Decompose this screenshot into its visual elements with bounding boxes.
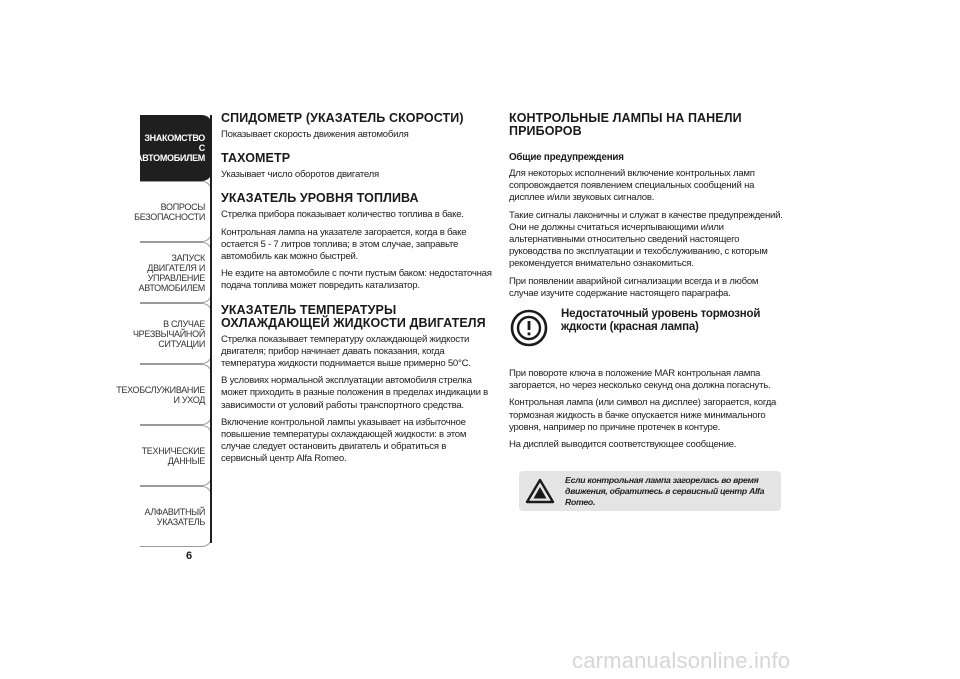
lamp-title: Недостаточный уровень тормозной ждкости (красная лампа): [561, 308, 761, 334]
paragraph: На дисплей выводится соответствующее сообщение.: [509, 439, 737, 451]
warning-triangle-icon: [525, 478, 555, 504]
paragraph: Не ездите на автомобиле с почти пустым баком: недостаточная подача топлива может повредить катализатор.: [221, 268, 492, 292]
paragraph: Стрелка прибора показывает количество топлива в баке.: [221, 209, 464, 221]
notice-text: Если контрольная лампа загорелась во время движения, обратитесь в сервисный центр Alfa Romeo.: [565, 474, 765, 507]
tab-label: ТЕХНИЧЕСКИЕ ДАННЫЕ: [141, 445, 205, 466]
brake-fluid-lamp-block: [509, 308, 784, 358]
warning-notice: [519, 471, 781, 511]
tab-label: ВОПРОСЫ БЕЗОПАСНОСТИ: [134, 201, 205, 222]
paragraph: Стрелка показывает температуру охлаждающей жидкости двигателя; прибор начинает давать показания, когда температура жидкости поднимается выше примерно 50°C.: [221, 333, 471, 370]
paragraph: Контрольная лампа (или символ на дисплее) загорается, когда тормозная жидкость в бачке опускается ниже минимального уровня, например по причине протечек в контуре.: [509, 397, 777, 433]
tab-label: ЗНАКОМСТВО С АВТОМОБИЛЕМ: [136, 133, 205, 163]
watermark: carmanualsonline.info: [572, 648, 791, 673]
tab-label: ТЕХОБСЛУЖИВАНИЕ И УХОД: [116, 384, 205, 405]
paragraph: Включение контрольной лампы указывает на избыточное повышение температуры охлаждающей жидкости: в этом случае следует остановить двигатель и обратиться в сервисный центр Alfa Romeo.: [221, 416, 467, 465]
paragraph: Контрольная лампа на указателе загорается, когда в баке остается 5 - 7 литров топлива; в этом случае, заправьте автомобиль как можно быстрей.: [221, 226, 467, 263]
page-number: 6: [186, 550, 193, 562]
tab-label: В СЛУЧАЕ ЧРЕЗВЫЧАЙНОЙ СИТУАЦИИ: [132, 318, 205, 349]
tab-vehicle-intro[interactable]: [136, 115, 212, 181]
paragraph: При повороте ключа в положение MAR контрольная лампа загорается, но через несколько секунд она должна погаснуть.: [509, 368, 771, 392]
paragraph: Для некоторых исполнений включение контрольных ламп сопровождается появлением специальных сообщений на дисплее и/или звуковых сигналов.: [509, 168, 755, 204]
tab-emergency[interactable]: [132, 303, 212, 364]
chapter-tabs: [116, 115, 212, 547]
tab-label: ЗАПУСК ДВИГАТЕЛЯ И УПРАВЛЕНИЕ АВТОМОБИЛЕМ: [138, 252, 205, 293]
right-column: [509, 112, 784, 456]
tab-technical-data[interactable]: [140, 425, 212, 486]
paragraph: Указывает число оборотов двигателя: [221, 169, 379, 181]
section-title-coolant-temp: УКАЗАТЕЛЬ ТЕМПЕРАТУРЫ ОХЛАЖДАЮЩЕЙ ЖИДКОСТИ ДВИГАТЕЛЯ: [221, 302, 486, 330]
paragraph: В условиях нормальной эксплуатации автомобиля стрелка может приходить в разные положения в пределах индикации в зависимости от условий работы транспортного средства.: [221, 375, 488, 411]
tab-starting-driving[interactable]: [140, 242, 212, 303]
paragraph: При появлении аварийной сигнализации всегда и в любом случае изучите содержание настоящего параграфа.: [509, 275, 759, 299]
tab-maintenance[interactable]: [116, 364, 212, 425]
tab-safety[interactable]: [134, 181, 212, 242]
section-title-tachometer: ТАХОМЕТР: [221, 151, 291, 166]
tab-index[interactable]: [140, 486, 212, 547]
paragraph: Такие сигналы лаконичны и служат в качестве предупреждений. Они не должны считаться исчерпывающими и/или альтернативными относительно сведений настоящего руководства по эксплуатации и техобслуживанию, с которым рекомендуется внимательно ознакомиться.: [509, 209, 783, 270]
section-title-fuel-gauge: УКАЗАТЕЛЬ УРОВНЯ ТОПЛИВА: [221, 191, 419, 206]
brake-warning-icon: [509, 308, 549, 348]
left-column: [221, 112, 493, 471]
sidebar-divider: [210, 115, 212, 543]
paragraph: Показывает скорость движения автомобиля: [221, 129, 409, 140]
section-title-warning-lamps: КОНТРОЛЬНЫЕ ЛАМПЫ НА ПАНЕЛИ ПРИБОРОВ: [509, 111, 742, 138]
tab-label: АЛФАВИТНЫЙ УКАЗАТЕЛЬ: [144, 506, 205, 527]
section-title-speedometer: СПИДОМЕТР (УКАЗАТЕЛЬ СКОРОСТИ): [221, 111, 464, 125]
subsection-title: Общие предупреждения: [509, 152, 624, 163]
